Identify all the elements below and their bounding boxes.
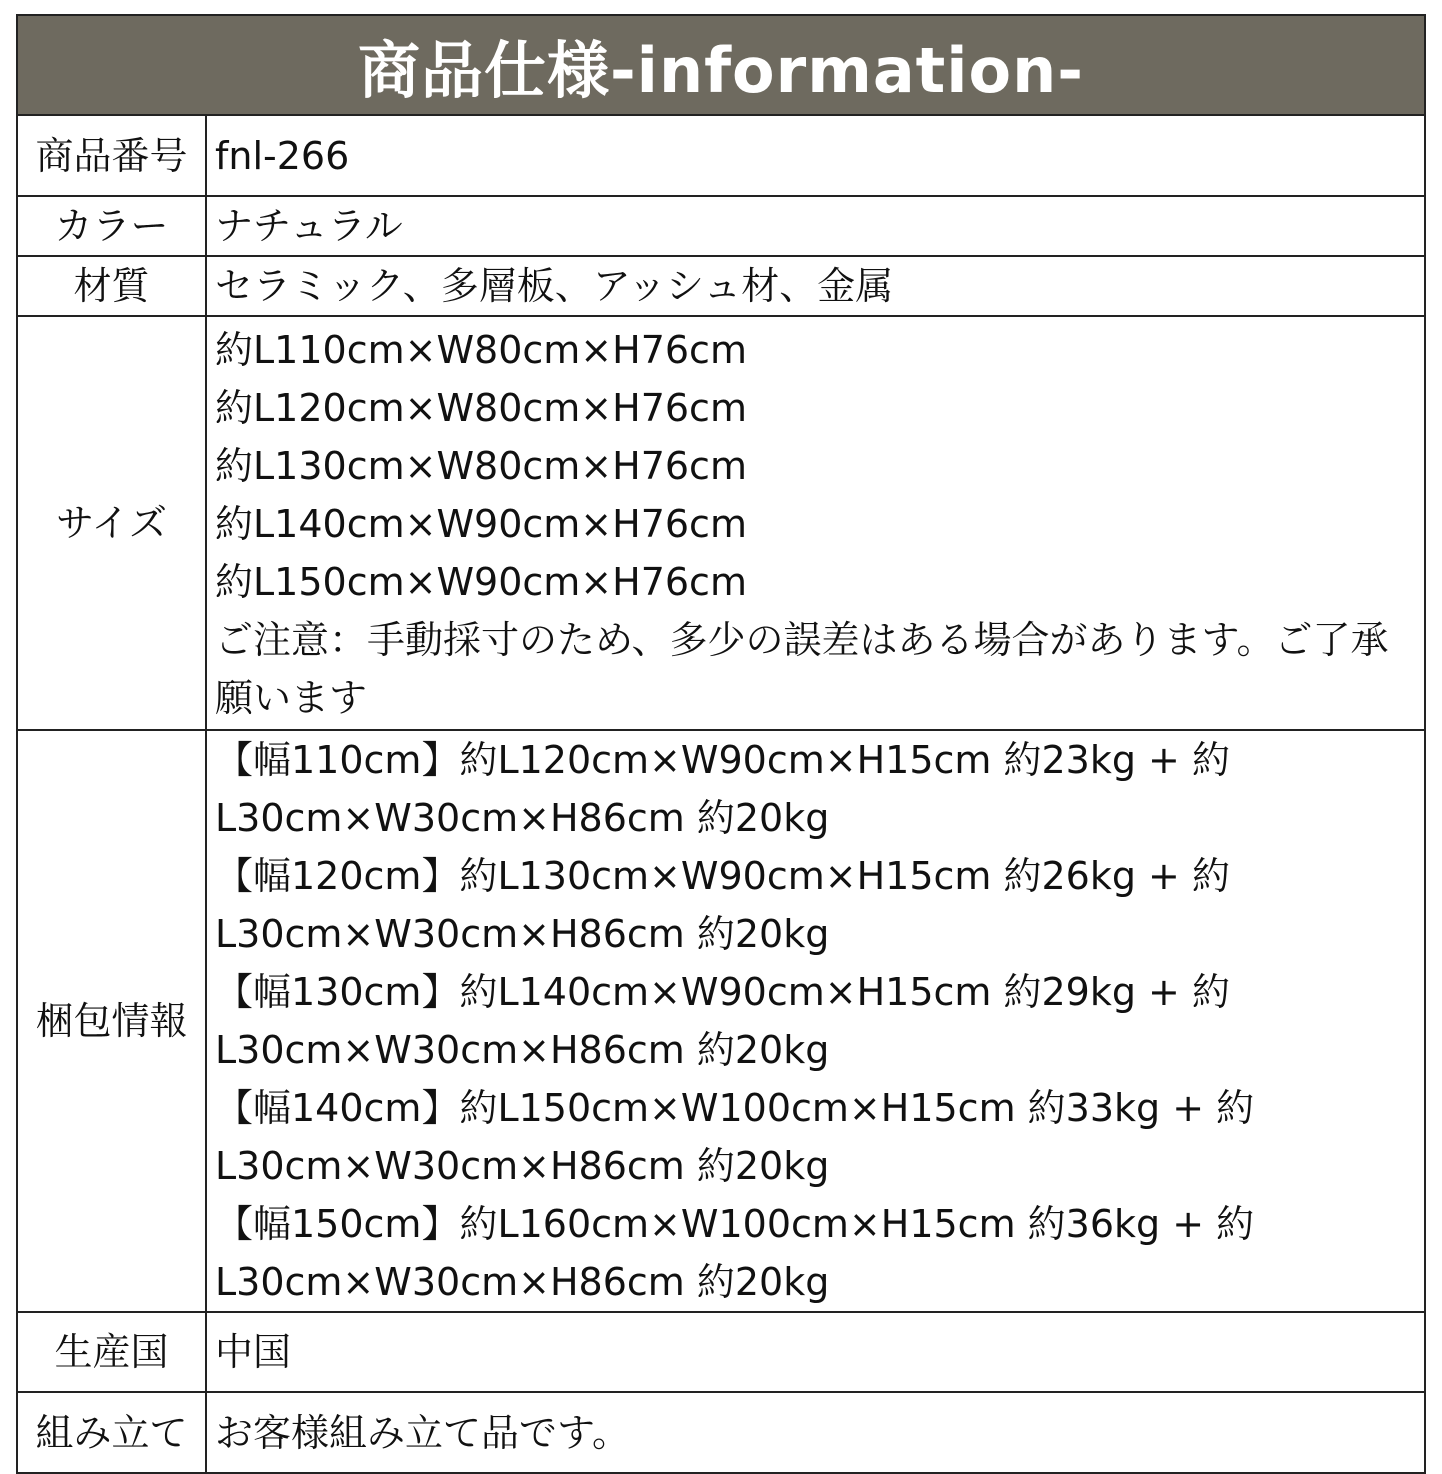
row-origin: [18, 1312, 1424, 1392]
label-assembly: 組み立て: [18, 1392, 206, 1472]
spec-table: [18, 116, 1424, 1472]
value-size: [206, 316, 1424, 730]
packaging-line: L30cm×W30cm×H86cm 約20kg: [215, 1028, 830, 1072]
row-color: [18, 196, 1424, 256]
packaging-line: L30cm×W30cm×H86cm 約20kg: [215, 1260, 830, 1304]
row-size: [18, 316, 1424, 730]
value-origin: 中国: [206, 1312, 1424, 1392]
size-line: 約L130cm×W80cm×H76cm: [215, 444, 747, 488]
label-origin: 生産国: [18, 1312, 206, 1392]
row-material: [18, 256, 1424, 316]
label-size: サイズ: [18, 316, 206, 730]
row-packaging: [18, 730, 1424, 1312]
value-color: ナチュラル: [206, 196, 1424, 256]
value-material: セラミック、多層板、アッシュ材、金属: [206, 256, 1424, 316]
packaging-line: 【幅110cm】約L120cm×W90cm×H15cm 約23kg + 約: [215, 738, 1230, 782]
label-material: 材質: [18, 256, 206, 316]
size-line: 約L120cm×W80cm×H76cm: [215, 386, 747, 430]
row-assembly: [18, 1392, 1424, 1472]
value-packaging: [206, 730, 1424, 1312]
spec-sheet: [16, 14, 1426, 1474]
packaging-line: L30cm×W30cm×H86cm 約20kg: [215, 796, 830, 840]
packaging-line: L30cm×W30cm×H86cm 約20kg: [215, 1144, 830, 1188]
size-line: 約L150cm×W90cm×H76cm: [215, 560, 747, 604]
label-color: カラー: [18, 196, 206, 256]
size-line: 約L140cm×W90cm×H76cm: [215, 502, 747, 546]
packaging-line: 【幅150cm】約L160cm×W100cm×H15cm 約36kg + 約: [215, 1202, 1255, 1246]
label-product-number: 商品番号: [18, 116, 206, 196]
size-line: 約L110cm×W80cm×H76cm: [215, 328, 747, 372]
packaging-line: L30cm×W30cm×H86cm 約20kg: [215, 912, 830, 956]
page-title: 商品仕様-information-: [18, 16, 1424, 116]
value-assembly: お客様組み立て品です。: [206, 1392, 1424, 1472]
packaging-line: 【幅140cm】約L150cm×W100cm×H15cm 約33kg + 約: [215, 1086, 1255, 1130]
label-packaging: 梱包情報: [18, 730, 206, 1312]
size-note: ご注意：手動採寸のため、多少の誤差はある場合があります。ご了承願います: [215, 618, 1389, 720]
packaging-line: 【幅120cm】約L130cm×W90cm×H15cm 約26kg + 約: [215, 854, 1230, 898]
packaging-line: 【幅130cm】約L140cm×W90cm×H15cm 約29kg + 約: [215, 970, 1230, 1014]
row-product-number: [18, 116, 1424, 196]
value-product-number: fnl-266: [215, 133, 350, 178]
